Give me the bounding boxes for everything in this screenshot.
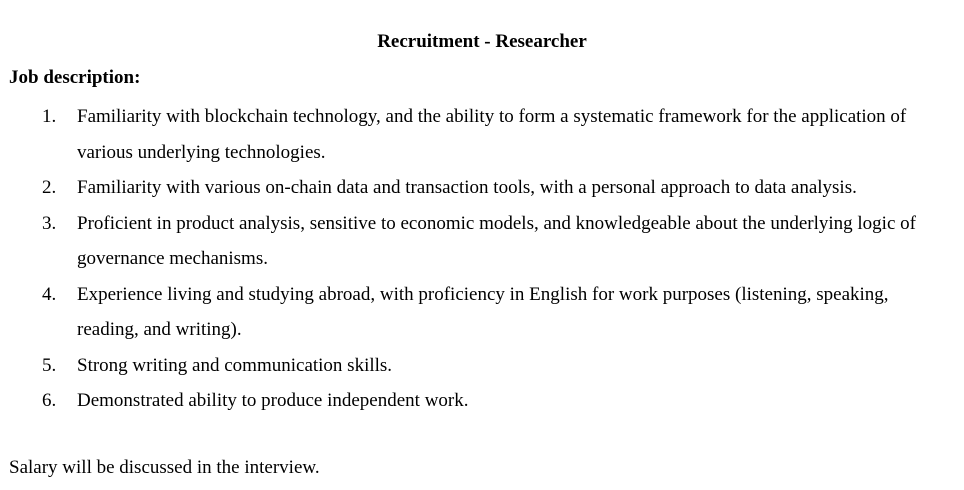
list-item-number: 1.: [42, 106, 57, 127]
list-item: [0, 348, 964, 384]
section-heading: Job description:: [9, 67, 141, 88]
list-item-number: 5.: [42, 354, 57, 376]
list-item-text: Strong writing and communication skills.: [77, 354, 393, 376]
list-item: [0, 170, 964, 206]
list-item-number: 6.: [42, 390, 57, 411]
list-item-number: 2.: [42, 177, 57, 198]
list-item-text: Experience living and studying abroad, with proficiency in English for work purposes (listening, speaking, reading, and writing).: [77, 283, 889, 340]
list-item: [0, 383, 964, 419]
requirements-list: [0, 99, 964, 419]
list-item: [0, 206, 964, 277]
list-item-text: Proficient in product analysis, sensitive to economic models, and knowledgeable about the underlying logic of governance mechanisms.: [77, 212, 916, 269]
list-item-number: 3.: [42, 212, 57, 234]
list-item-text: Familiarity with blockchain technology, and the ability to form a systematic framework for the application of various underlying technologies.: [77, 106, 907, 163]
list-item-number: 4.: [42, 283, 57, 305]
list-item-text: Demonstrated ability to produce independent work.: [77, 390, 469, 411]
list-item: [0, 99, 964, 170]
page-title: Recruitment - Researcher: [377, 31, 587, 52]
list-item: [0, 277, 964, 348]
list-item-text: Familiarity with various on-chain data and transaction tools, with a personal approach to data analysis.: [77, 177, 857, 198]
salary-note: Salary will be discussed in the interview.: [9, 457, 320, 478]
